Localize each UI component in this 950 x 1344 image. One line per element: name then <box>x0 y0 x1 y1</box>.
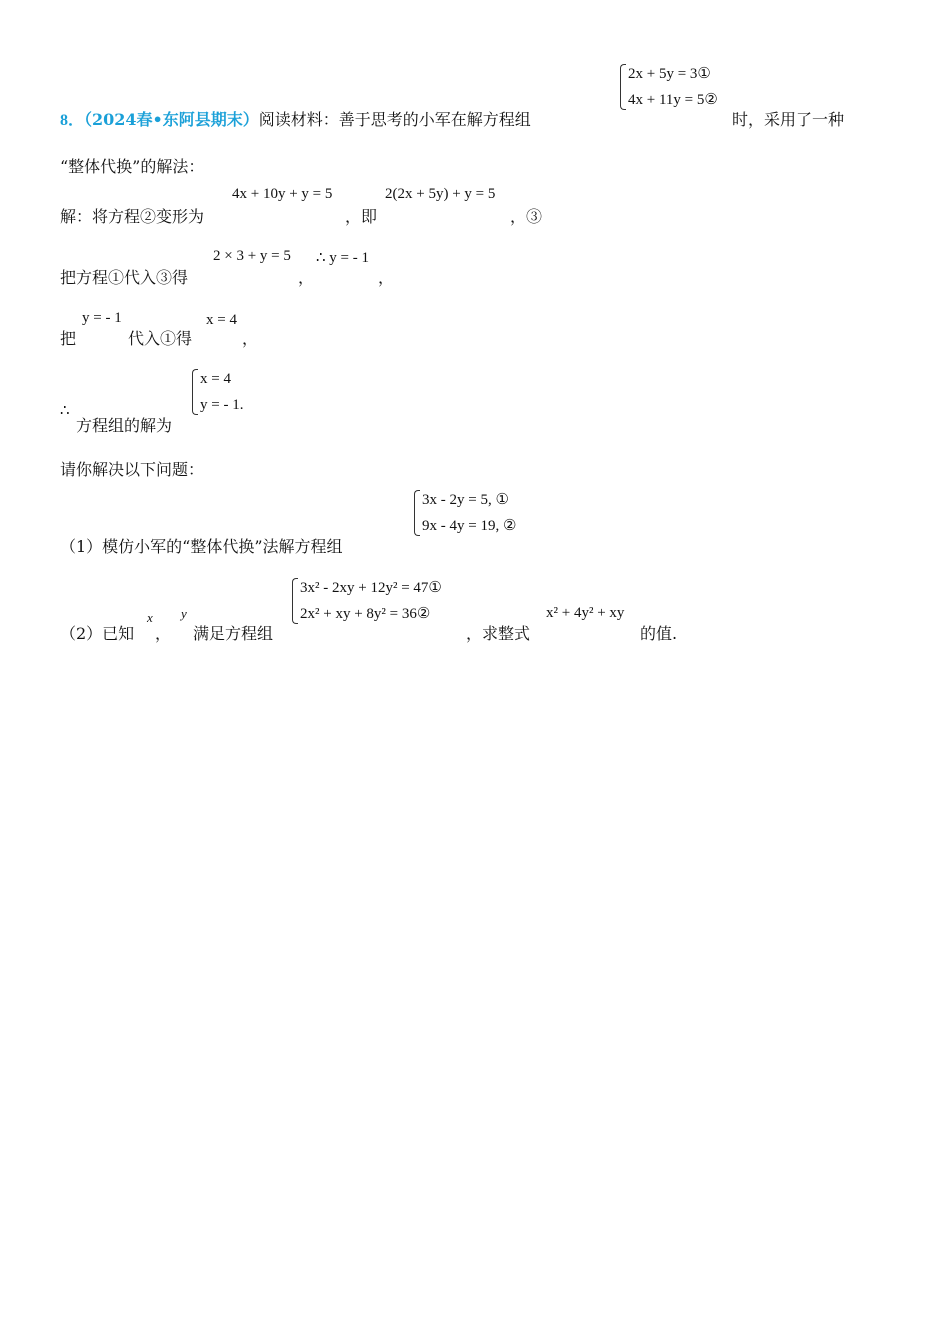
answer-eq2: y = - 1. <box>200 397 244 413</box>
question-intro-line2: “整体代换”的解法： <box>60 157 205 176</box>
question-number: 8． <box>60 112 85 129</box>
part2-label-c: ，求整式 <box>466 624 531 643</box>
step1-ji: ，即 <box>345 207 378 226</box>
step2-math1: 2 × 3 + y = 5 <box>213 248 291 264</box>
question-source: （2024春•东阿县期末） <box>84 110 259 129</box>
original-eq2: 4x + 11y = 5② <box>628 92 718 108</box>
answer-eq1: x = 4 <box>200 371 231 387</box>
part1-eq2: 9x - 4y = 19, ② <box>422 518 517 534</box>
part2-system <box>292 575 442 627</box>
therefore-symbol: ∴ <box>60 403 70 419</box>
part2-var-x: x <box>147 610 153 625</box>
task-prompt: 请你解决以下问题： <box>60 460 205 479</box>
step3-text: 代入①得 <box>128 329 193 348</box>
step4-text: 方程组的解为 <box>76 416 173 435</box>
part2-expression: x² + 4y² + xy <box>546 605 625 621</box>
step1-text: 解：将方程②变形为 <box>60 207 205 226</box>
step3-ba: 把 <box>60 329 77 348</box>
part1-eq1: 3x - 2y = 5, ① <box>422 492 509 508</box>
part2-label-b: 满足方程组 <box>193 624 274 643</box>
step2-comma1: ， <box>298 268 315 287</box>
question-intro-tail: 时，采用了一种 <box>732 110 845 129</box>
part2-eq2: 2x² + xy + 8y² = 36② <box>300 606 431 622</box>
part2-label-a: （2）已知 <box>60 624 135 643</box>
step3-comma: ， <box>242 329 259 348</box>
part1-label: （1）模仿小军的“整体代换”法解方程组 <box>60 537 343 556</box>
step1-tail: ，③ <box>510 207 543 226</box>
step1-math2: 2(2x + 5y) + y = 5 <box>385 186 496 202</box>
part2-var-y: y <box>181 606 187 621</box>
step2-math2: ∴ y = - 1 <box>316 250 369 266</box>
part2-eq1: 3x² - 2xy + 12y² = 47① <box>300 580 442 596</box>
question-header <box>60 107 531 130</box>
part2-comma: ， <box>155 624 172 643</box>
part1-system <box>414 487 516 539</box>
original-eq1: 2x + 5y = 3① <box>628 66 711 82</box>
step2-comma2: ， <box>378 268 395 287</box>
step3-math2: x = 4 <box>206 312 237 328</box>
answer-system <box>192 366 243 418</box>
step3-math1: y = - 1 <box>82 310 122 326</box>
step2-text: 把方程①代入③得 <box>60 268 189 287</box>
question-intro: 阅读材料：善于思考的小军在解方程组 <box>258 110 531 129</box>
step1-math1: 4x + 10y + y = 5 <box>232 186 333 202</box>
original-system <box>620 61 718 113</box>
part2-label-d: 的值. <box>640 624 678 643</box>
